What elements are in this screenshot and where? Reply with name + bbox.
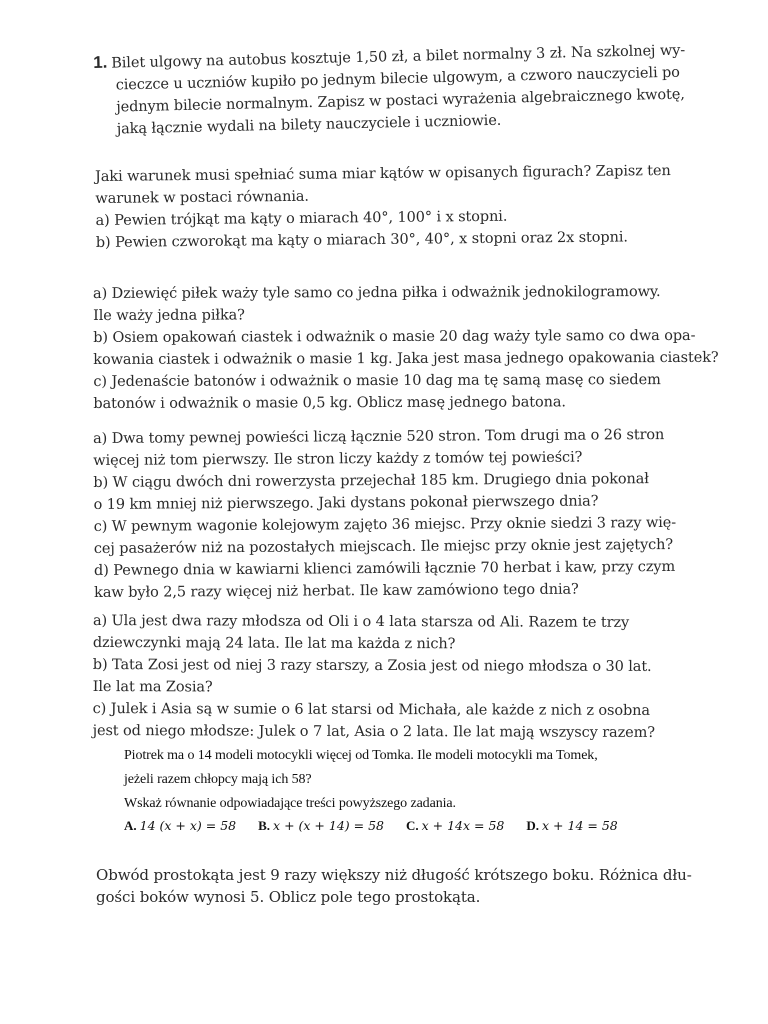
answer-b: B. x + (x + 14) = 58	[258, 818, 384, 833]
task-7-line: Obwód prostokąta jest 9 razy większy niż długość krótszego boku. Różnica dłu-	[96, 866, 692, 884]
answer-options	[124, 818, 684, 834]
task-3-line: a) Dziewięć piłek waży tyle samo co jedna piłka i odważnik jednokilogramowy.	[93, 284, 661, 302]
task-6-line: jeżeli razem chłopcy mają ich 58?	[124, 772, 312, 787]
task-4-line: cej pasażerów niż na pozostałych miejscach. Ile miejsc przy oknie jest zajętych?	[93, 536, 674, 557]
task-4-line: kaw było 2,5 razy więcej niż herbat. Ile kaw zamówiono tego dnia?	[94, 581, 579, 601]
task-6-line: Piotrek ma o 14 modeli motocykli więcej od Tomka. Ile modeli motocykli ma Tomek,	[124, 748, 598, 763]
task-5-line: c) Julek i Asia są w sumie o 6 lat starsi od Michała, ale każde z nich z osobna	[92, 700, 650, 719]
task-5	[93, 610, 673, 744]
task-3-line: Ile waży jedna piłka?	[93, 307, 245, 324]
task-5-line: a) Ula jest dwa razy młodsza od Oli i o 4 lata starsza od Ali. Razem te trzy	[92, 613, 630, 631]
task-3-line: c) Jedenaście batonów i odważnik o masie 10 dag ma tę samą masę co siedem	[93, 372, 661, 390]
task-5-line: b) Tata Zosi jest od niej 3 razy starszy, a Zosia jest od niego młodsza o 30 lat.	[92, 656, 652, 675]
task-2-line: Jaki warunek musi spełniać suma miar kątów w opisanych figurach? Zapisz ten	[95, 162, 671, 185]
task-2-line: b) Pewien czworokąt ma kąty o miarach 30°, 40°, x stopni oraz 2x stopni.	[95, 229, 628, 251]
task-7	[96, 864, 692, 908]
task-1-line: jaką łącznie wydali na bilety nauczyciele i uczniowie.	[116, 112, 502, 138]
answer-d: D. x + 14 = 58	[526, 818, 618, 833]
task-7-line: gości boków wynosi 5. Oblicz pole tego prostokąta.	[96, 888, 481, 906]
answer-a: A. 14 (x + x) = 58	[124, 818, 237, 833]
task-5-line: dziewczynki mają 24 lata. Ile lat ma każda z nich?	[92, 634, 456, 653]
task-4-line: o 19 km mniej niż pierwszego. Jaki dystans pokonał pierwszego dnia?	[93, 493, 599, 513]
task-4-line: b) W ciągu dwóch dni rowerzysta przejechał 185 km. Drugiego dnia pokonał	[93, 471, 649, 491]
task-5-line: Ile lat ma Zosia?	[92, 678, 213, 696]
task-1	[93, 39, 686, 141]
task-4-line: c) W pewnym wagonie kolejowym zajęto 36 miejsc. Przy oknie siedzi 3 razy wię-	[93, 514, 677, 535]
task-2-line: warunek w postaci równania.	[95, 188, 309, 207]
task-4-line: więcej niż tom pierwszy. Ile stron liczy każdy z tomów tej powieści?	[93, 449, 583, 469]
answer-c: C. x + 14x = 58	[405, 818, 505, 833]
task-number: 1.	[93, 52, 108, 72]
task-4	[93, 424, 677, 604]
task-2	[95, 160, 676, 254]
task-3	[93, 281, 719, 415]
task-6	[124, 744, 684, 834]
task-4-line: d) Pewnego dnia w kawiarni klienci zamówili łącznie 70 herbat i kaw, przy czym	[93, 558, 676, 579]
task-1-line: cieczce u uczniów kupiło po jednym bilecie ulgowym, a czworo nauczycieli po	[115, 64, 681, 94]
task-5-line: jest od niego młodsze: Julek o 7 lat, Asia o 2 lata. Ile lat mają wszyscy razem?	[92, 722, 655, 741]
task-4-line: a) Dwa tomy pewnej powieści liczą łącznie 520 stron. Tom drugi ma o 26 stron	[93, 427, 665, 447]
task-3-line: batonów i odważnik o masie 0,5 kg. Oblicz masę jednego batona.	[93, 394, 566, 412]
task-2-line: a) Pewien trójkąt ma kąty o miarach 40°, 100° i x stopni.	[95, 208, 508, 229]
task-1-line: jednym bilecie normalnym. Zapisz w postaci wyrażenia algebraicznego kwotę,	[116, 86, 685, 116]
task-3-line: b) Osiem opakowań ciastek i odważnik o masie 20 dag waży tyle samo co dwa opa-	[93, 327, 696, 346]
task-3-line: kowania ciastek i odważnik o masie 1 kg. Jaka jest masa jednego opakowania ciastek?	[93, 349, 719, 368]
task-1-line: 1. Bilet ulgowy na autobus kosztuje 1,50 zł, a bilet normalny 3 zł. Na szkolnej wy-	[93, 42, 686, 72]
task-6-line: Wskaż równanie odpowiadające treści powyższego zadania.	[124, 796, 456, 811]
